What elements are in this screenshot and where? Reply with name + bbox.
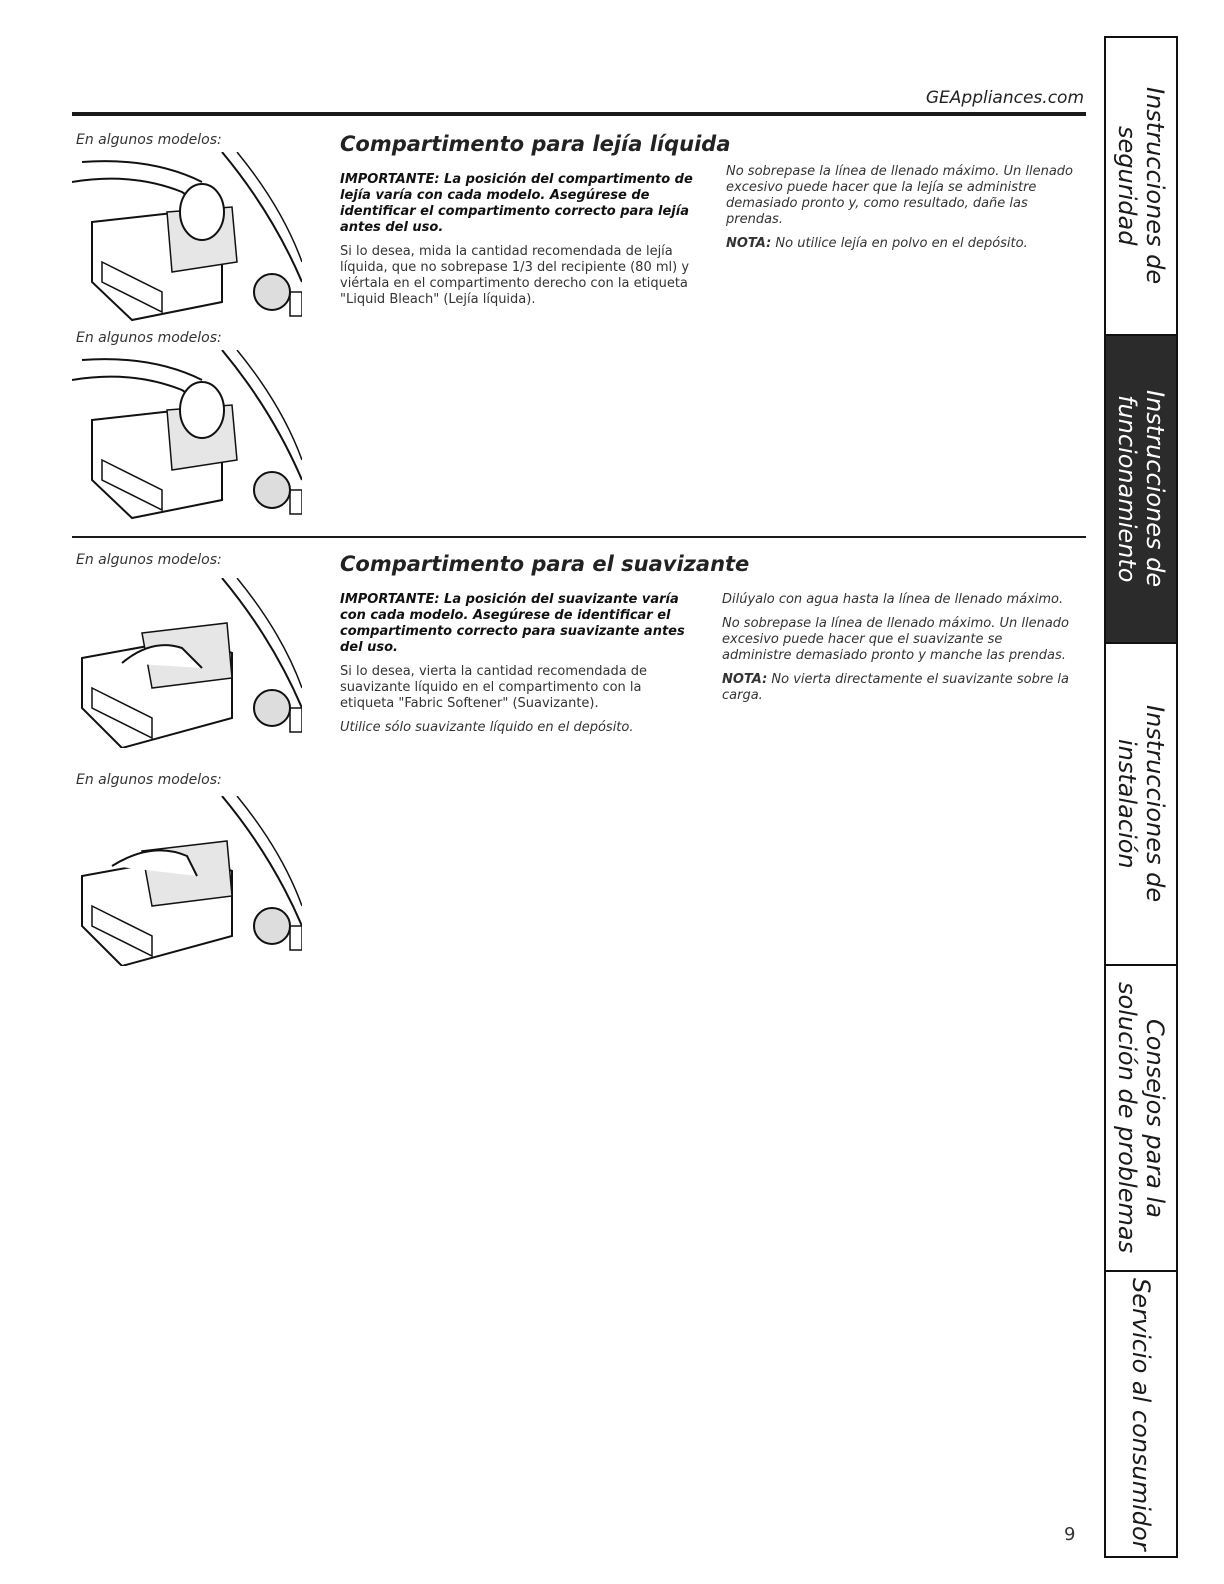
softener-nota-text: No vierta directamente el suavizante sobre la carga. <box>722 672 1069 703</box>
bleach-left-column <box>340 172 700 316</box>
section-tabs <box>1104 36 1178 1558</box>
softener-dispenser-illustration-2 <box>72 796 302 966</box>
header-rule <box>72 112 1086 116</box>
site-url: GEAppliances.com <box>925 88 1084 108</box>
bleach-caption-1: En algunos modelos: <box>76 132 222 148</box>
softener-dilute: Dilúyalo con agua hasta la línea de llenado máximo. <box>722 592 1064 607</box>
section-divider <box>72 536 1086 538</box>
tab-funcionamiento[interactable] <box>1106 336 1176 644</box>
tab-seguridad-label: Instrucciones de seguridad <box>1113 87 1169 285</box>
softener-caption-2: En algunos modelos: <box>76 772 222 788</box>
bleach-title: Compartimento para lejía líquida <box>340 132 731 156</box>
tab-instalacion[interactable] <box>1106 644 1176 966</box>
softener-title: Compartimento para el suavizante <box>340 552 750 576</box>
bleach-nota-text: No utilice lejía en polvo en el depósito. <box>771 236 1028 251</box>
softener-dispenser-illustration-1 <box>72 578 302 748</box>
softener-right-column <box>722 592 1076 712</box>
bleach-dispenser-illustration-2 <box>72 350 302 520</box>
bleach-nota <box>726 236 1076 252</box>
bleach-important: IMPORTANTE: La posición del compartimento de lejía varía con cada modelo. Asegúrese de identificar el compartimento correcto para lejía antes del uso. <box>340 172 693 235</box>
softener-nota-label: NOTA: <box>722 672 768 687</box>
tab-problemas[interactable] <box>1106 966 1176 1272</box>
bleach-right-note: No sobrepase la línea de llenado máximo. Un llenado excesivo puede hacer que la lejía se administre demasiado pronto y, como resultado, dañe las prendas. <box>726 164 1074 227</box>
softener-nota <box>722 672 1076 704</box>
page-number: 9 <box>1064 1524 1076 1545</box>
softener-caption-1: En algunos modelos: <box>76 552 222 568</box>
tab-instalacion-label: Instrucciones de instalación <box>1113 705 1169 903</box>
softener-only-liquid: Utilice sólo suavizante líquido en el depósito. <box>340 720 634 735</box>
bleach-right-column <box>726 164 1076 260</box>
tab-consumidor-label: Servicio al consumidor <box>1127 1277 1155 1551</box>
softener-left-column <box>340 592 690 744</box>
softener-right-note: No sobrepase la línea de llenado máximo. Un llenado excesivo puede hacer que el suavizante se administre demasiado pronto y manche las prendas. <box>722 616 1070 663</box>
tab-funcionamiento-label: Instrucciones de funcionamiento <box>1113 390 1169 588</box>
tab-seguridad[interactable] <box>1106 38 1176 336</box>
bleach-dispenser-illustration-1 <box>72 152 302 322</box>
softener-important: IMPORTANTE: La posición del suavizante varía con cada modelo. Asegúrese de identificar el compartimento correcto para suavizante antes del uso. <box>340 592 685 655</box>
softener-body: Si lo desea, vierta la cantidad recomendada de suavizante líquido en el compartimento con la etiqueta "Fabric Softener" (Suavizante). <box>340 664 648 711</box>
tab-consumidor[interactable] <box>1106 1272 1176 1556</box>
tab-problemas-label: Consejos para la solución de problemas <box>1113 982 1169 1254</box>
bleach-caption-2: En algunos modelos: <box>76 330 222 346</box>
bleach-nota-label: NOTA: <box>726 236 772 251</box>
bleach-body: Si lo desea, mida la cantidad recomendada de lejía líquida, que no sobrepase 1/3 del recipiente (80 ml) y viértala en el compartimento derecho con la etiqueta "Liquid Bleach" (Lejía líquida). <box>340 244 690 307</box>
